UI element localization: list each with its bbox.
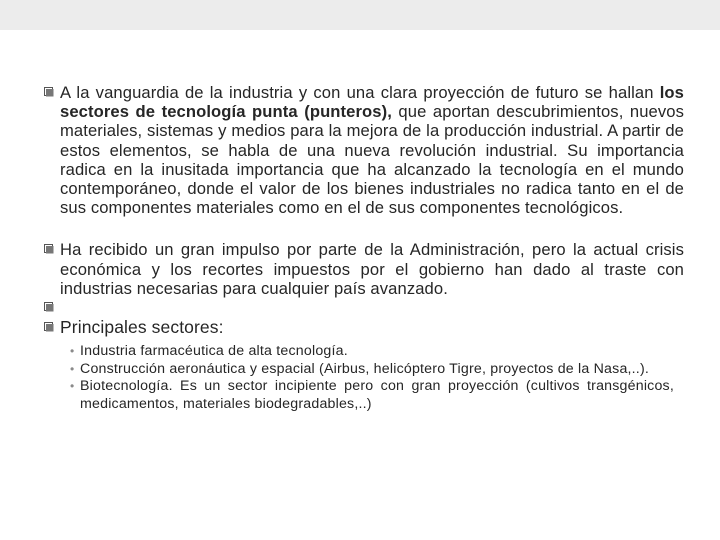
bullet-item-empty (44, 298, 684, 316)
checkbox-square-icon (44, 87, 54, 97)
list-item (70, 378, 674, 413)
bullet-item-administracion (44, 240, 684, 298)
list-item-text: Biotecnología. Es un sector incipiente pero con gran proyección (cultivos transgénicos, medicamentos, materiales biodegradables,..) (80, 378, 674, 413)
list-item-text: Industria farmacéutica de alta tecnología. (80, 343, 348, 360)
top-band (0, 0, 720, 30)
bullet-text-before: A la vanguardia de la industria y con una clara proyección de futuro se hallan (60, 83, 660, 102)
bullet-text: Principales sectores: (60, 317, 224, 338)
checkbox-square-icon (44, 302, 54, 312)
bullet-text: Ha recibido un gran impulso por parte de la Administración, pero la actual crisis económica y los recortes impuestos por el gobierno han dado al traste con industrias necesarias para cualquier país avanzado. (60, 240, 684, 298)
list-item (70, 343, 674, 361)
list-item-text: Construcción aeronáutica y espacial (Airbus, helicóptero Tigre, proyectos de la Nasa,..). (80, 360, 650, 377)
sector-list (70, 343, 674, 413)
checkbox-square-icon (44, 244, 54, 254)
dot-icon: • (70, 379, 75, 394)
checkbox-square-icon (44, 322, 54, 332)
bullet-item-sectores (44, 318, 684, 337)
bullet-text-after: que aportan descubrimientos, nuevos materiales, sistemas y medios para la mejora de la producción industrial. A partir de estos elementos, se habla de una nueva revolución industrial. Su importancia radica en la inusitada importancia que ha alcanzado la tecnología en el mundo contemporáneo, donde el valor de los bienes industriales no radica tanto en el de sus componentes materiales como en el de sus componentes tecnológicos. (60, 102, 684, 218)
list-item (70, 361, 674, 379)
bullet-item-vanguardia (44, 83, 684, 217)
dot-icon: • (70, 344, 75, 359)
slide-content (44, 83, 684, 414)
dot-icon: • (70, 361, 75, 376)
bullet-text-strong: los sectores de tecnología punta (punteros), (60, 83, 684, 122)
